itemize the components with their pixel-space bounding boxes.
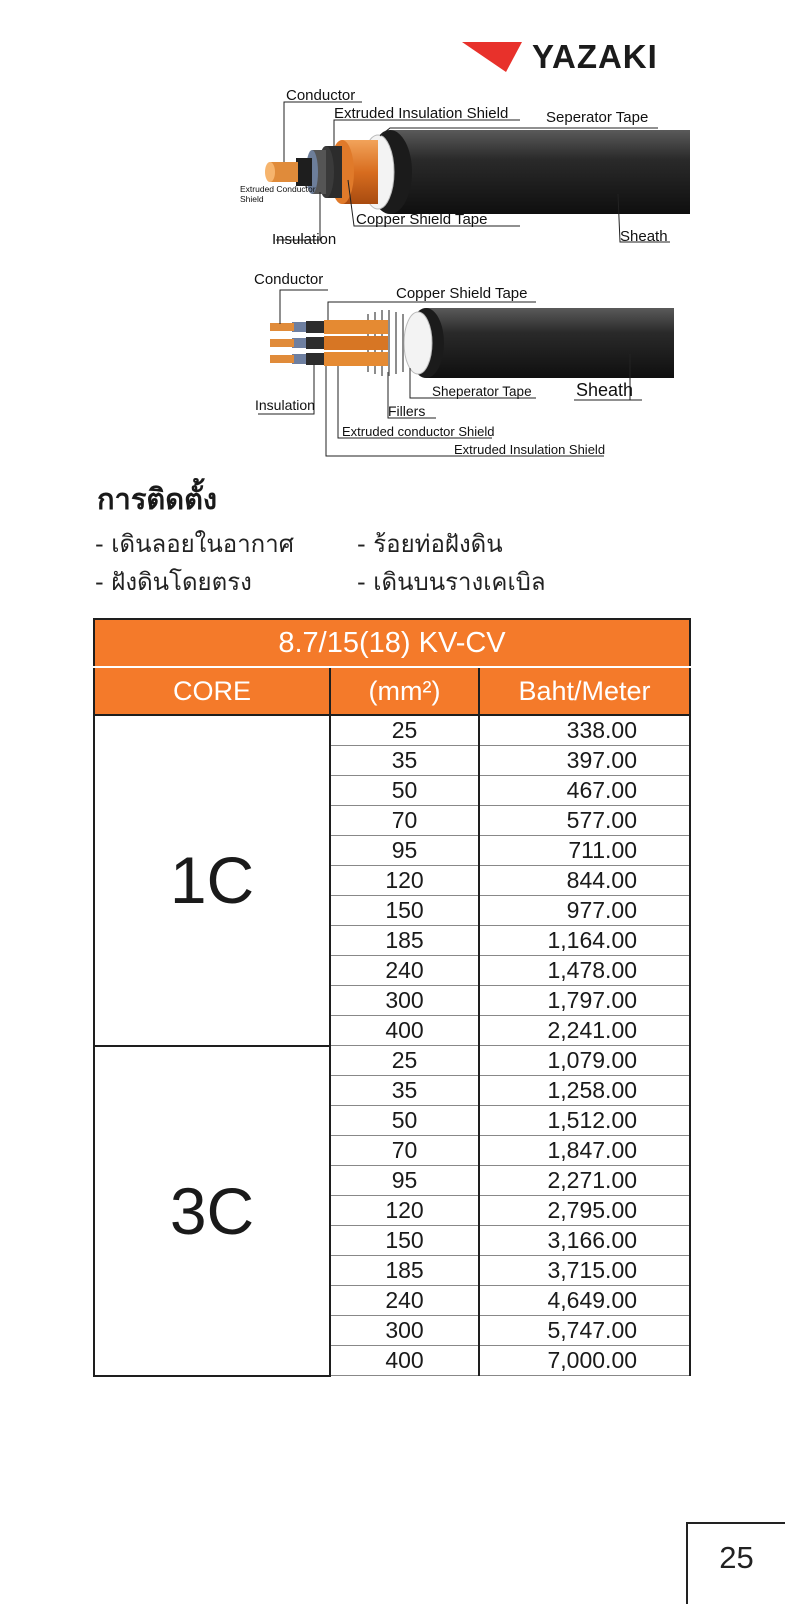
table-title: 8.7/15(18) KV-CV xyxy=(94,619,690,667)
label-extruded-conductor-shield: Extruded Conductor xyxy=(240,184,316,194)
header-core: CORE xyxy=(94,667,330,715)
cable-diagram-3c xyxy=(230,268,700,460)
size-cell: 300 xyxy=(330,1316,479,1346)
installation-title: การติดตั้ง xyxy=(97,482,218,516)
size-cell: 400 xyxy=(330,1346,479,1376)
page-number-box xyxy=(686,1522,785,1604)
label-extruded-conductor-shield-line2: Shield xyxy=(240,194,264,204)
size-cell: 35 xyxy=(330,746,479,776)
price-cell: 1,797.00 xyxy=(479,986,690,1016)
price-table-body xyxy=(94,715,690,1376)
size-cell: 95 xyxy=(330,836,479,866)
label-separator-tape: Seperator Tape xyxy=(546,109,649,126)
size-cell: 70 xyxy=(330,806,479,836)
table-row xyxy=(94,1046,690,1076)
label-conductor-3c: Conductor xyxy=(254,271,324,288)
page-number: 25 xyxy=(719,1540,754,1575)
price-cell: 3,715.00 xyxy=(479,1256,690,1286)
label-copper-shield-tape-3c: Copper Shield Tape xyxy=(396,285,528,302)
label-sheath-3c: Sheath xyxy=(576,380,634,400)
cable-diagram-1c xyxy=(230,86,700,254)
price-cell: 4,649.00 xyxy=(479,1286,690,1316)
size-cell: 120 xyxy=(330,866,479,896)
price-cell: 338.00 xyxy=(479,715,690,746)
size-cell: 150 xyxy=(330,1226,479,1256)
size-cell: 400 xyxy=(330,1016,479,1046)
price-cell: 2,241.00 xyxy=(479,1016,690,1046)
brand-header xyxy=(462,38,692,74)
price-cell: 2,795.00 xyxy=(479,1196,690,1226)
label-insulation-3c: Insulation xyxy=(255,397,315,413)
label-separator-tape-3c: Sheperator Tape xyxy=(432,384,532,399)
price-cell: 1,478.00 xyxy=(479,956,690,986)
size-cell: 25 xyxy=(330,715,479,746)
core-cell: 1C xyxy=(94,715,330,1046)
label-extruded-conductor-shield-3c: Extruded conductor Shield xyxy=(342,424,495,439)
label-extruded-insulation-shield-3c: Extruded Insulation Shield xyxy=(454,442,606,457)
installation-item: - เดินบนรางเคเบิล xyxy=(357,568,546,596)
installation-item: - เดินลอยในอากาศ xyxy=(95,530,294,558)
size-cell: 35 xyxy=(330,1076,479,1106)
price-cell: 711.00 xyxy=(479,836,690,866)
size-cell: 240 xyxy=(330,956,479,986)
size-cell: 120 xyxy=(330,1196,479,1226)
price-cell: 1,847.00 xyxy=(479,1136,690,1166)
price-cell: 397.00 xyxy=(479,746,690,776)
price-cell: 1,258.00 xyxy=(479,1076,690,1106)
size-cell: 300 xyxy=(330,986,479,1016)
size-cell: 70 xyxy=(330,1136,479,1166)
size-cell: 150 xyxy=(330,896,479,926)
size-cell: 95 xyxy=(330,1166,479,1196)
price-cell: 1,164.00 xyxy=(479,926,690,956)
price-cell: 3,166.00 xyxy=(479,1226,690,1256)
price-cell: 7,000.00 xyxy=(479,1346,690,1376)
label-fillers-3c: Fillers xyxy=(388,403,426,419)
single-core-cable-illustration xyxy=(230,86,700,254)
size-cell: 25 xyxy=(330,1046,479,1076)
label-insulation: Insulation xyxy=(272,231,337,248)
size-cell: 185 xyxy=(330,1256,479,1286)
price-cell: 577.00 xyxy=(479,806,690,836)
size-cell: 240 xyxy=(330,1286,479,1316)
label-conductor: Conductor xyxy=(286,87,356,104)
price-cell: 977.00 xyxy=(479,896,690,926)
installation-item: - ฝังดินโดยตรง xyxy=(95,568,252,596)
label-extruded-insulation-shield: Extruded Insulation Shield xyxy=(334,105,509,122)
core-cell: 3C xyxy=(94,1046,330,1376)
size-cell: 50 xyxy=(330,1106,479,1136)
size-cell: 185 xyxy=(330,926,479,956)
table-row xyxy=(94,715,690,746)
label-sheath: Sheath xyxy=(620,228,668,245)
price-cell: 1,079.00 xyxy=(479,1046,690,1076)
yazaki-logo-icon xyxy=(462,40,522,72)
price-table xyxy=(93,618,691,1377)
brand-name: YAZAKI xyxy=(532,38,658,75)
price-cell: 2,271.00 xyxy=(479,1166,690,1196)
price-cell: 467.00 xyxy=(479,776,690,806)
price-cell: 844.00 xyxy=(479,866,690,896)
price-cell: 5,747.00 xyxy=(479,1316,690,1346)
three-core-cable-illustration xyxy=(230,268,700,460)
size-cell: 50 xyxy=(330,776,479,806)
installation-item: - ร้อยท่อฝังดิน xyxy=(357,530,503,558)
header-mm2: (mm²) xyxy=(330,667,479,715)
price-cell: 1,512.00 xyxy=(479,1106,690,1136)
label-copper-shield-tape: Copper Shield Tape xyxy=(356,211,488,228)
header-baht-per-meter: Baht/Meter xyxy=(479,667,690,715)
